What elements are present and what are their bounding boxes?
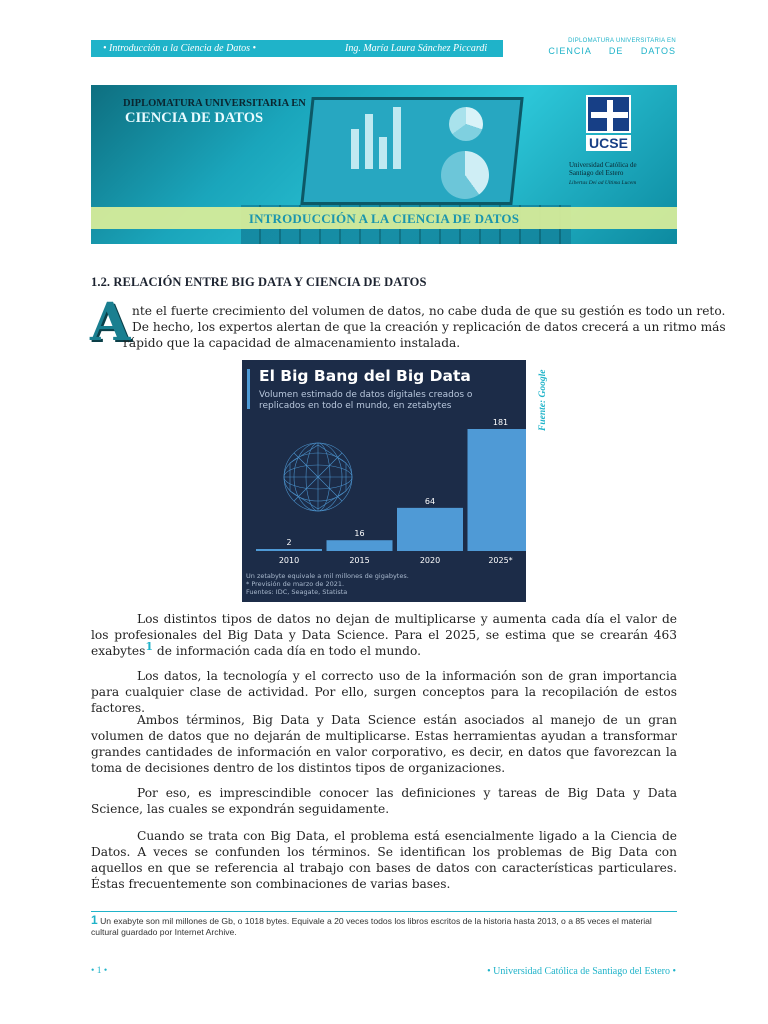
university-motto: Libertas Dei ad Ultima Lucem	[569, 180, 637, 186]
university-line-2: Santiago del Estero	[569, 169, 624, 177]
section-heading: 1.2. RELACIÓN ENTRE BIG DATA Y CIENCIA DE DATOS	[91, 275, 427, 289]
course-banner	[91, 85, 677, 244]
paragraph-1	[91, 611, 677, 659]
bar-2010	[256, 549, 322, 551]
paragraph-text: Ambos términos, Big Data y Data Science están asociados al manejo de un gran volumen de datos que no dejarán de multiplicarse. Estas herramientas ayudan a transformar grandes cantidades de información en valor corporativo, es decir, en datos que favorezcan la toma de decisiones dentro de los distintos tipos de organizaciones.	[91, 713, 677, 775]
x-tick-label: 2020	[419, 556, 441, 565]
banner-title-line-2: CIENCIA DE DATOS	[125, 110, 264, 126]
chart-title: El Big Bang del Big Data	[259, 367, 471, 385]
bar-value-label: 64	[424, 496, 436, 506]
page-number: • 1 •	[91, 966, 108, 976]
paragraph-text: de información cada día en todo el mundo.	[153, 644, 421, 658]
paragraph-text: Los distintos tipos de datos no dejan de multiplicarse y aumenta cada día el valor de los profesionales del Big Data y Data Science. Para el 2025, se estima que se crearán 463 exabytes	[91, 612, 677, 658]
big-data-chart	[242, 360, 526, 602]
banner-bar	[379, 137, 387, 169]
paragraph-2	[91, 668, 677, 716]
source-label: Fuente: Google	[538, 369, 548, 431]
chart-subtitle: Volumen estimado de datos digitales creados o replicados en todo el mundo, en zetabytes	[259, 390, 473, 411]
paragraph-text: Cuando se trata con Big Data, el problema está esencialmente ligado a la Ciencia de Datos. A veces se confunden los términos. Se identifican los problemas de Big Data con aquellos en que se referencia al trabajo con bases de datos con características particulares. Éstas frecuentemente son combinaciones de varias bases.	[91, 829, 677, 891]
paragraph-text: Por eso, es imprescindible conocer las definiciones y tareas de Big Data y Data Science, las cuales se expondrán seguidamente.	[91, 786, 677, 816]
banner-bar	[393, 107, 401, 169]
banner-bar	[351, 129, 359, 169]
university-name	[569, 161, 669, 187]
laptop-screen-image	[300, 97, 523, 205]
pie-graphic	[441, 151, 489, 199]
paragraph-3	[91, 712, 677, 776]
program-line-1: DIPLOMATURA UNIVERSITARIA EN	[568, 38, 676, 44]
footer-university: • Universidad Católica de Santiago del Estero •	[487, 966, 676, 977]
paragraph-4	[91, 785, 677, 817]
footnote-number: 1	[91, 913, 98, 927]
logo-word: UCSE	[586, 135, 631, 151]
bar-2015	[327, 540, 393, 551]
program-line-2: CIENCIA DE DATOS	[548, 46, 676, 56]
x-tick-label: 2015	[349, 556, 370, 565]
footnote	[91, 915, 677, 938]
intro-line: nte el fuerte crecimiento del volumen de datos, no cabe duda de que su gestión es todo un reto.	[132, 304, 726, 318]
footnote-reference[interactable]: 1	[145, 639, 154, 653]
intro-line: De hecho, los expertos alertan de que la creación y replicación de datos crecerá a un ritmo más	[132, 320, 726, 334]
pie-graphic	[449, 107, 483, 141]
banner-course-title: INTRODUCCIÓN A LA CIENCIA DE DATOS	[248, 211, 520, 226]
program-label	[548, 38, 676, 56]
university-logo	[586, 95, 631, 153]
intro-line: rápido que la capacidad de almacenamiento instalada.	[123, 336, 461, 350]
figure-source	[526, 365, 548, 435]
author-name: Ing. María Laura Sánchez Piccardi	[345, 43, 488, 54]
bar-2025	[468, 429, 527, 551]
university-line-1: Universidad Católica de	[569, 161, 637, 169]
paragraph-text: Los datos, la tecnología y el correcto uso de la información son de gran importancia para cualquier clase de actividad. Por ello, surgen conceptos para la recopilación de estos factores.	[91, 669, 677, 715]
paragraph-5	[91, 828, 677, 892]
banner-title-line-1: DIPLOMATURA UNIVERSITARIA EN	[123, 98, 306, 109]
x-tick-label: 2010	[278, 556, 300, 565]
chart-footnote-line: Fuentes: IDC, Seagate, Statista	[246, 588, 348, 596]
intro-paragraph	[123, 303, 726, 351]
chart-footnote-line: * Previsión de marzo de 2021.	[246, 580, 345, 588]
chart-footnote	[246, 572, 409, 596]
header-bar	[91, 40, 503, 57]
drop-cap: A	[90, 292, 131, 353]
bar-chart-svg	[242, 360, 526, 602]
chart-footnote-line: Un zetabyte equivale a mil millones de gigabytes.	[246, 572, 409, 580]
bar-value-label: 181	[492, 418, 509, 427]
bar-2020	[397, 508, 463, 551]
x-tick-label: 2025*	[488, 556, 513, 565]
banner-bar	[365, 114, 373, 169]
bar-value-label: 16	[354, 529, 365, 539]
bar-value-label: 2	[286, 538, 292, 547]
cross-icon	[586, 95, 631, 133]
footnote-text: Un exabyte son mil millones de Gb, o 1018 bytes. Equivale a 20 veces todos los libros escritos de la historia hasta 2013, o a 85 veces el material cultural guardado por Internet Archive.	[91, 916, 652, 937]
course-title: • Introducción a la Ciencia de Datos •	[103, 43, 256, 54]
footnote-divider	[91, 911, 677, 912]
